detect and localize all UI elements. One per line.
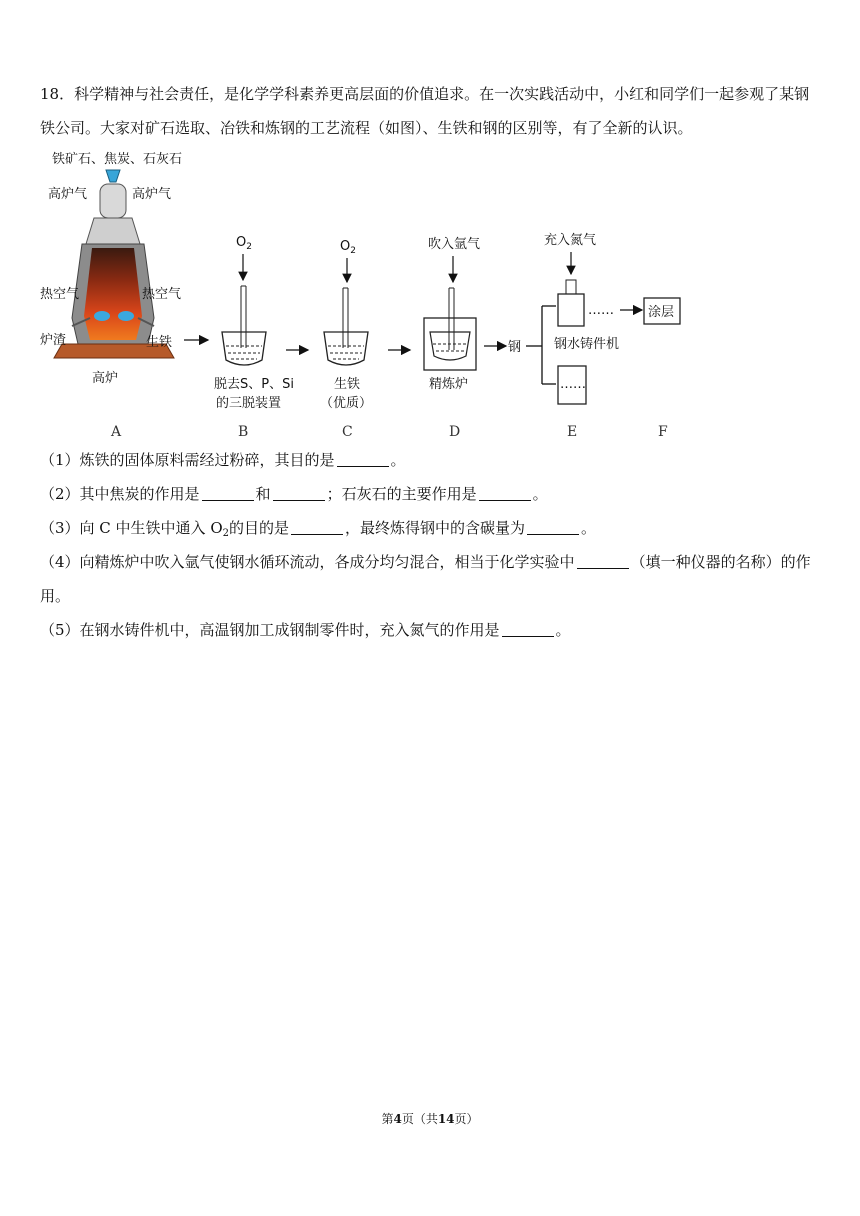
- three-removal-vessel: [222, 286, 266, 365]
- question-intro-line1: 18．科学精神与社会责任，是化学学科素养更高层面的价值追求。在一次实践活动中，小红和同学们一起参观了某钢: [40, 85, 810, 103]
- dots-box: ……: [560, 377, 586, 392]
- sub-question-4-cont: 用。: [40, 587, 71, 605]
- c-label-line2: （优质）: [320, 396, 373, 411]
- refining-furnace: [424, 288, 476, 370]
- hot-air-right-label: 热空气: [142, 287, 182, 302]
- sub-question-4: （4）向精炼炉中吹入氩气使钢水循环流动，各成分均匀混合，相当于化学实验中 （填一种仪器的名称）的作: [40, 553, 811, 571]
- letter-e: E: [567, 424, 578, 440]
- steelmaking-flow-diagram: [36, 148, 696, 448]
- furnace-top-label: 铁矿石、焦炭、石灰石: [52, 152, 183, 167]
- answer-blank[interactable]: [577, 554, 629, 569]
- o2-b-label: $O_2$: [236, 235, 252, 252]
- letter-a: A: [111, 424, 122, 440]
- pig-iron-vessel: [324, 288, 368, 365]
- steel-label: 钢: [508, 340, 522, 355]
- answer-blank[interactable]: [502, 622, 554, 637]
- sub-question-1: （1）炼铁的固体原料需经过粉碎，其目的是 。: [40, 451, 406, 469]
- hot-air-left-label: 热空气: [40, 287, 80, 302]
- letter-b: B: [238, 424, 249, 440]
- e-top-label: 充入氮气: [544, 233, 597, 248]
- page-footer: 第4页（共14页）: [381, 1112, 479, 1126]
- answer-blank[interactable]: [273, 486, 325, 501]
- answer-blank[interactable]: [291, 520, 343, 535]
- slag-label: 炉渣: [40, 333, 67, 348]
- sub-question-5: （5）在钢水铸件机中，高温钢加工成钢制零件时，充入氮气的作用是 。: [40, 621, 571, 639]
- pig-iron-out-label: 生铁: [146, 335, 173, 350]
- dots-top: ……: [588, 303, 614, 318]
- letter-d: D: [449, 424, 461, 440]
- letter-c: C: [342, 424, 353, 440]
- sub-question-3: （3）向 C 中生铁中通入 $O_2$的目的是 ，最终炼得钢中的含碳量为 。: [40, 519, 597, 539]
- b-label-line2: 的三脱装置: [216, 396, 282, 411]
- answer-blank[interactable]: [337, 452, 389, 467]
- gas-left-label: 高炉气: [48, 187, 88, 202]
- coating-label: 涂层: [648, 305, 675, 320]
- d-top-label: 吹入氩气: [428, 237, 481, 252]
- answer-blank[interactable]: [202, 486, 254, 501]
- furnace-name-label: 高炉: [92, 371, 119, 386]
- e-name-label: 钢水铸件机: [554, 337, 620, 352]
- answer-blank[interactable]: [527, 520, 579, 535]
- sub-question-2: （2）其中焦炭的作用是 和 ；石灰石的主要作用是 。: [40, 485, 548, 503]
- question-intro-line2: 铁公司。大家对矿石选取、冶铁和炼钢的工艺流程（如图）、生铁和钢的区别等，有了全新的认识。: [40, 119, 693, 137]
- d-name-label: 精炼炉: [429, 377, 469, 392]
- c-label-line1: 生铁: [334, 377, 361, 392]
- b-label-line1: 脱去S、P、Si: [214, 377, 294, 392]
- letter-f: F: [658, 424, 668, 440]
- answer-blank[interactable]: [479, 486, 531, 501]
- o2-c-label: $O_2$: [340, 239, 356, 256]
- gas-right-label: 高炉气: [132, 187, 172, 202]
